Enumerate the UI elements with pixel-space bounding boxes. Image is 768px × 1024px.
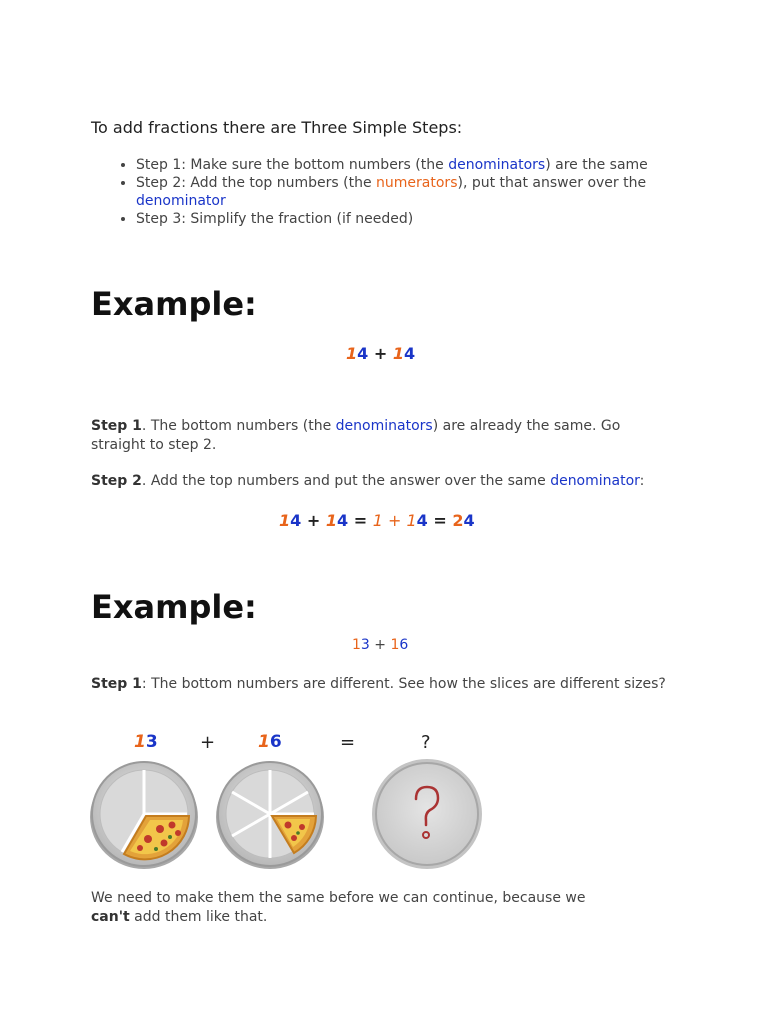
numerator: 1 [325, 511, 337, 530]
question-plate-image [370, 757, 484, 871]
numerator: 1 [346, 344, 358, 363]
step-label: Step 2 [91, 473, 142, 489]
fraction-label-third [134, 732, 158, 752]
fraction-equation [352, 637, 408, 653]
pizza-sixths-image [214, 759, 326, 871]
equals-sign: = [340, 732, 356, 753]
numerator: 1 [134, 732, 146, 752]
equals-sign: = [433, 511, 447, 530]
numerator: 1 [352, 637, 361, 653]
example-heading: Example: [91, 285, 257, 323]
denominator: 4 [416, 511, 428, 530]
denominator-link[interactable]: denominator [136, 193, 226, 209]
step-text: . Add the top numbers and put the answer over the same [141, 473, 551, 489]
step-label: Step 1 [91, 676, 142, 692]
step1-paragraph [91, 675, 671, 694]
step-text: : [639, 473, 645, 489]
step-text: ) are already the same. Go straight to step 2. [91, 418, 621, 453]
step-label: Step 1 [91, 418, 142, 434]
numerator: 1 [258, 732, 270, 752]
denominator-link[interactable]: denominator [550, 473, 640, 489]
denominator: 4 [336, 511, 349, 530]
equals-sign: = [353, 511, 368, 530]
denominator: 6 [269, 732, 282, 752]
step-item [136, 174, 716, 210]
numerator-sum: 1 + 1 [372, 511, 417, 530]
closing-text: We need to make them the same before we can continue, because we [91, 890, 586, 906]
step2-paragraph [91, 472, 671, 491]
closing-text: add them like that. [129, 909, 268, 925]
denominator: 4 [403, 344, 416, 363]
numerators-link[interactable]: numerators [376, 175, 458, 191]
denominator: 4 [357, 344, 369, 363]
fraction-label-sixth [258, 732, 282, 752]
question-mark: ? [421, 732, 431, 753]
plus-sign: + [200, 732, 216, 753]
pizza-thirds-image [88, 759, 200, 871]
steps-list [91, 156, 716, 228]
denominator: 4 [463, 511, 475, 530]
step-text: . The bottom numbers (the [141, 418, 336, 434]
example-heading: Example: [91, 588, 257, 626]
step-text: ) are the same [545, 157, 648, 173]
plus-sign: + [373, 344, 388, 363]
step-text: : The bottom numbers are different. See how the slices are different sizes? [141, 676, 666, 692]
emphasis-cant: can't [91, 909, 130, 925]
denominator: 6 [399, 637, 409, 653]
denominator: 3 [145, 732, 158, 752]
step-text: ), put that answer over the [457, 175, 647, 191]
plus-sign: + [374, 637, 387, 653]
closing-paragraph [91, 889, 591, 927]
denominators-link[interactable]: denominators [335, 418, 433, 434]
intro-text: To add fractions there are Three Simple Steps: [91, 118, 463, 137]
step-text: Step 1: Make sure the bottom numbers (the [136, 157, 449, 173]
addition-result-equation [279, 511, 475, 530]
step-text: Step 3: Simplify the fraction (if needed) [136, 211, 414, 227]
step1-paragraph [91, 417, 671, 455]
numerator: 1 [392, 344, 404, 363]
fraction-equation [346, 344, 415, 363]
numerator: 1 [279, 511, 291, 530]
numerator: 2 [452, 511, 464, 530]
plus-sign: + [306, 511, 321, 530]
denominators-link[interactable]: denominators [448, 157, 546, 173]
denominator: 3 [360, 637, 370, 653]
step-text: Step 2: Add the top numbers (the [136, 175, 377, 191]
step-item [136, 210, 716, 228]
step-item [136, 156, 716, 174]
numerator: 1 [390, 637, 400, 653]
denominator: 4 [290, 511, 302, 530]
